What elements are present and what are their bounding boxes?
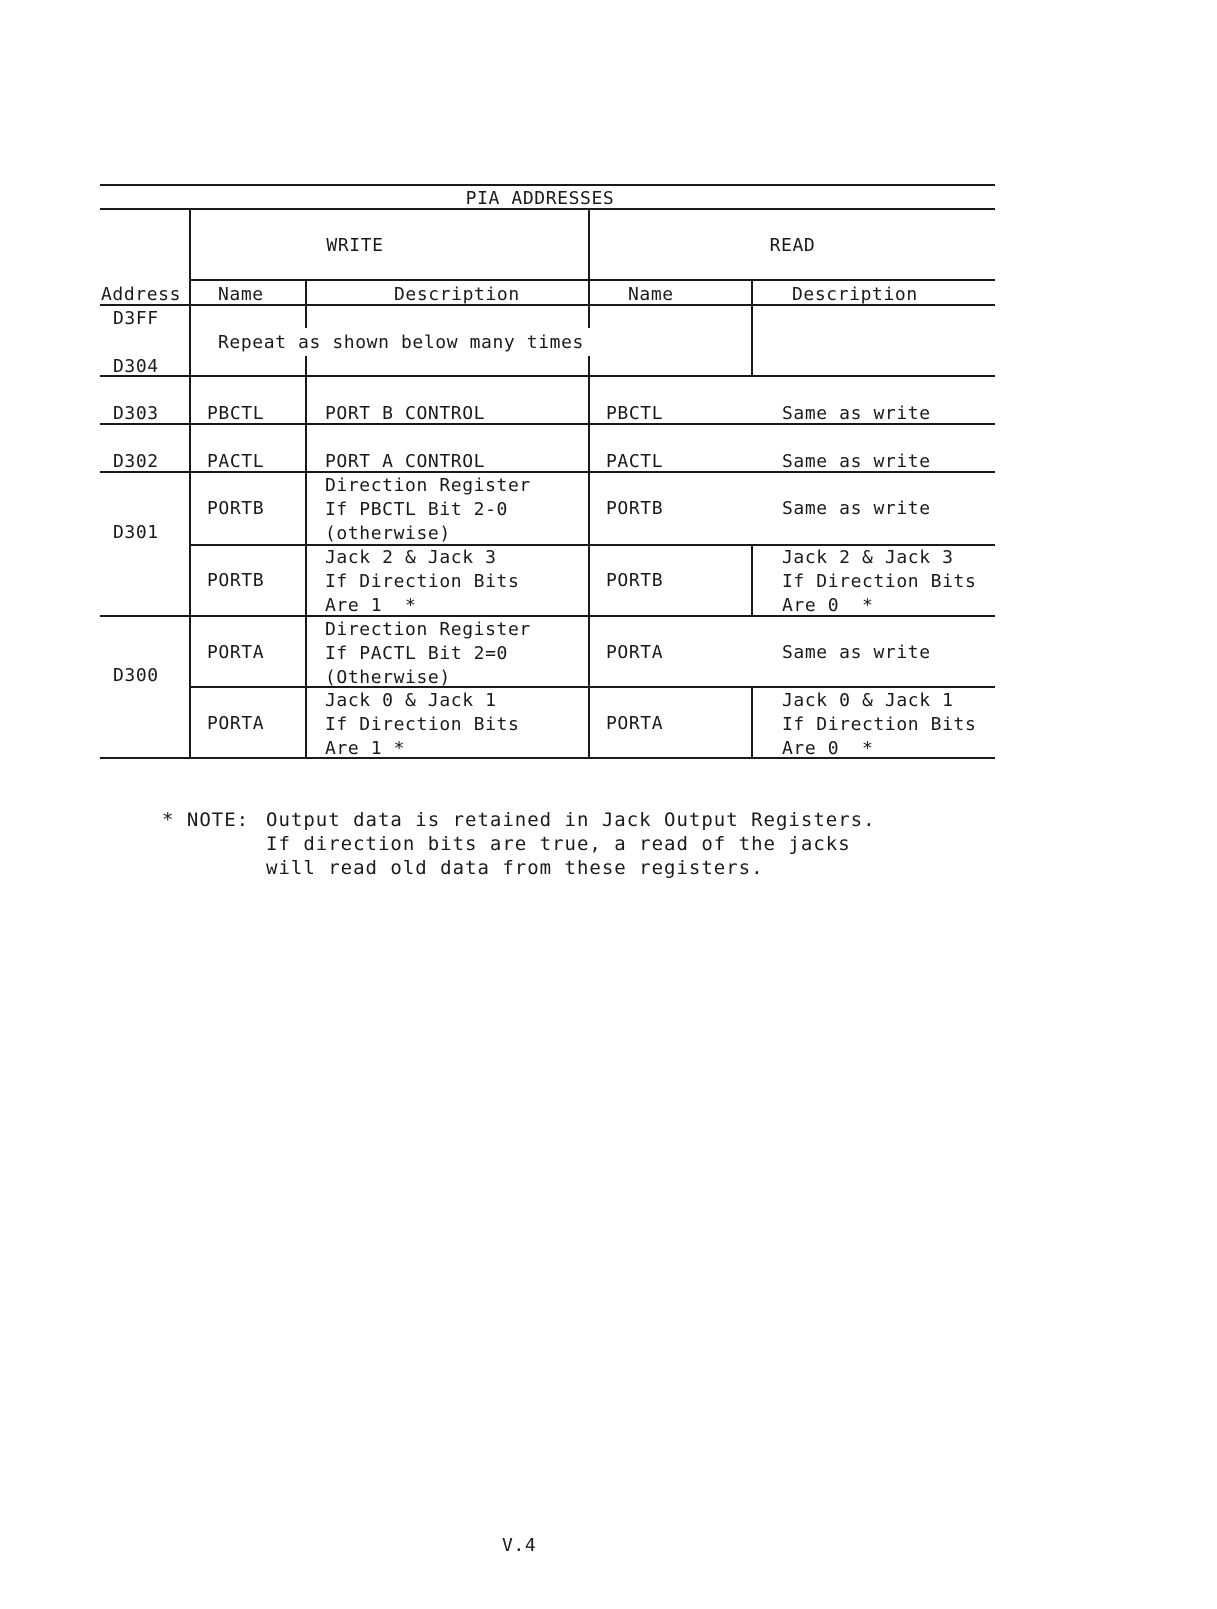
read-name: PBCTL	[606, 403, 664, 424]
note-label: * NOTE:	[162, 809, 250, 831]
address-column-divider	[189, 210, 191, 759]
read-description: Same as write	[782, 451, 931, 472]
address-header: Address	[101, 284, 182, 305]
write-name-header: Name	[218, 284, 264, 305]
write-name: PACTL	[207, 451, 265, 472]
write-read-divider-lower	[588, 356, 590, 759]
write-name-divider-upper	[305, 281, 307, 328]
table-top-rule	[100, 184, 995, 186]
write-description-line: (otherwise)	[325, 523, 451, 544]
read-name-header: Name	[628, 284, 674, 305]
row-address: D302	[113, 451, 159, 472]
read-description: Same as write	[782, 642, 931, 663]
write-description-line: If Direction Bits	[325, 571, 520, 592]
read-description-header: Description	[792, 284, 918, 305]
page-number: V.4	[502, 1535, 537, 1556]
write-description-line: Jack 0 & Jack 1	[325, 690, 497, 711]
row-address: D300	[113, 665, 159, 686]
read-description: Same as write	[782, 403, 931, 424]
write-description-line: If PACTL Bit 2=0	[325, 643, 508, 664]
row-address: D303	[113, 403, 159, 424]
read-name-divider-d301	[751, 546, 753, 615]
repeat-address-bottom: D304	[113, 356, 159, 377]
read-name: PACTL	[606, 451, 664, 472]
write-name-divider-lower	[305, 356, 307, 759]
write-description-line: (Otherwise)	[325, 667, 451, 688]
write-name: PBCTL	[207, 403, 265, 424]
table-title: PIA ADDRESSES	[465, 188, 615, 209]
write-description-line: Are 1 *	[325, 738, 406, 759]
write-description-line: Direction Register	[325, 619, 531, 640]
repeat-address-top: D3FF	[113, 308, 159, 329]
read-name: PORTA	[606, 713, 664, 734]
write-description-header: Description	[394, 284, 520, 305]
write-name: PORTA	[207, 713, 265, 734]
write-name: PORTB	[207, 570, 265, 591]
row-address: D301	[113, 522, 159, 543]
write-description-line: Jack 2 & Jack 3	[325, 547, 497, 568]
repeat-row-rule	[100, 375, 995, 377]
read-name: PORTB	[606, 570, 664, 591]
read-description-line: Are 0 *	[782, 738, 874, 759]
read-description-line: If Direction Bits	[782, 571, 977, 592]
read-name: PORTB	[606, 498, 664, 519]
note-line: If direction bits are true, a read of the jacks	[266, 833, 851, 855]
write-read-divider-upper	[588, 210, 590, 328]
read-name: PORTA	[606, 642, 664, 663]
write-description-line: Direction Register	[325, 475, 531, 496]
write-description-line: If PBCTL Bit 2-0	[325, 499, 508, 520]
repeat-text: Repeat as shown below many times	[218, 332, 584, 353]
read-description-line: Jack 0 & Jack 1	[782, 690, 954, 711]
write-group-header: WRITE	[326, 235, 384, 256]
write-read-header-rule	[190, 279, 995, 281]
read-name-divider	[751, 281, 753, 377]
note-line: will read old data from these registers.	[266, 857, 764, 879]
read-description: Same as write	[782, 498, 931, 519]
write-description: PORT A CONTROL	[325, 451, 486, 472]
write-description-line: Are 1 *	[325, 595, 417, 616]
read-description-line: Are 0 *	[782, 595, 874, 616]
read-description-line: Jack 2 & Jack 3	[782, 547, 954, 568]
write-description-line: If Direction Bits	[325, 714, 520, 735]
write-description: PORT B CONTROL	[325, 403, 486, 424]
write-name: PORTB	[207, 498, 265, 519]
write-name: PORTA	[207, 642, 265, 663]
note-line: Output data is retained in Jack Output Registers.	[266, 809, 876, 831]
read-group-header: READ	[769, 235, 816, 256]
d300-inner-rule	[190, 686, 995, 688]
read-description-line: If Direction Bits	[782, 714, 977, 735]
read-name-divider-d300	[751, 688, 753, 759]
